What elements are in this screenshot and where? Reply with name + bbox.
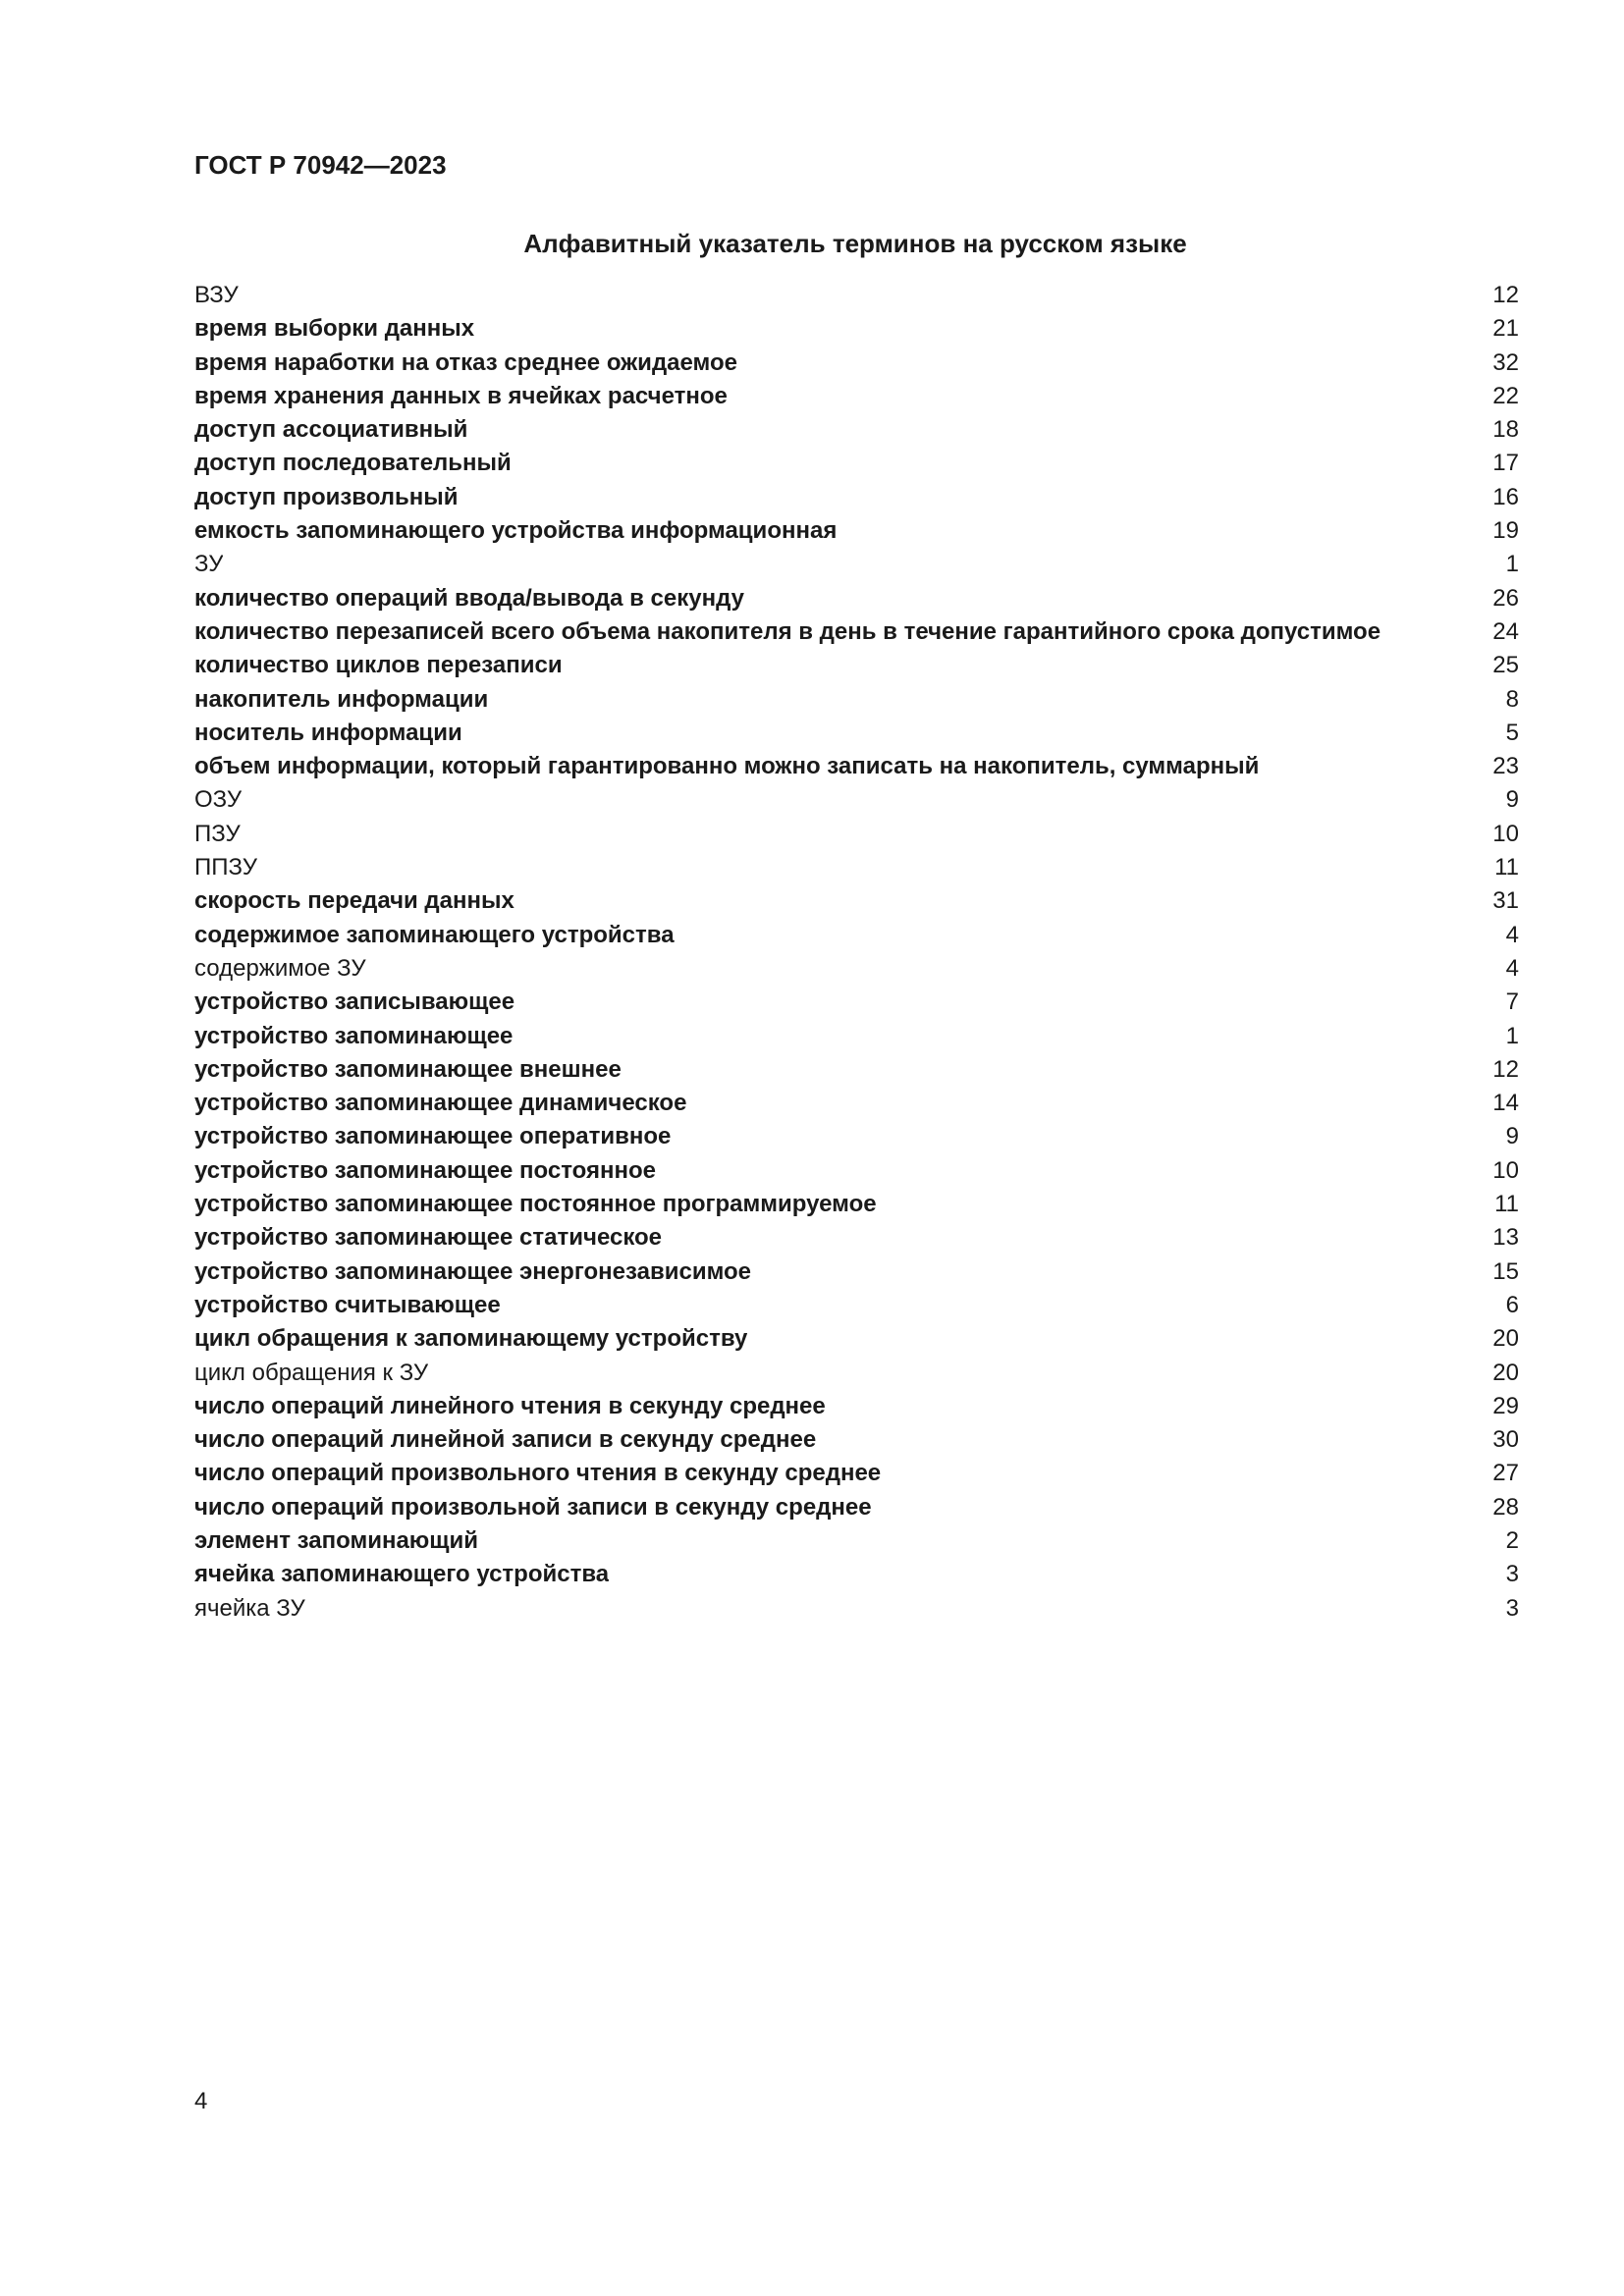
index-term: устройство записывающее — [194, 988, 515, 1016]
index-term: время наработки на отказ среднее ожидаемое — [194, 348, 737, 376]
index-entry — [194, 1322, 1519, 1356]
index-term-number: 5 — [1505, 719, 1519, 746]
index-term: элемент запоминающий — [194, 1526, 479, 1554]
index-term-number: 12 — [1492, 1055, 1519, 1083]
index-term-number: 7 — [1505, 988, 1519, 1016]
index-term-number: 4 — [1505, 954, 1519, 982]
index-term: емкость запоминающего устройства информационная — [194, 517, 838, 545]
index-term-number: 11 — [1494, 1191, 1519, 1218]
index-entry — [194, 1255, 1519, 1289]
index-entry — [194, 1020, 1519, 1053]
index-term: устройство запоминающее динамическое — [194, 1090, 687, 1117]
index-term-number: 31 — [1492, 887, 1519, 915]
index-term: ЗУ — [194, 551, 224, 578]
index-term: устройство считывающее — [194, 1291, 501, 1318]
index-term: устройство запоминающее постоянное — [194, 1156, 657, 1184]
index-entry — [194, 413, 1519, 447]
index-term-number: 29 — [1492, 1392, 1519, 1419]
index-term-number: 12 — [1492, 282, 1519, 308]
index-entry — [194, 1289, 1519, 1322]
index-term-number: 15 — [1492, 1257, 1519, 1285]
index-term-number: 3 — [1505, 1561, 1519, 1588]
index-term: цикл обращения к ЗУ — [194, 1359, 429, 1386]
index-entry — [194, 380, 1519, 413]
index-entry — [194, 1524, 1519, 1558]
index-term: количество циклов перезаписи — [194, 652, 563, 679]
index-term: доступ последовательный — [194, 450, 512, 477]
index-entry — [194, 279, 1519, 312]
index-entry — [194, 312, 1519, 346]
index-term: ППЗУ — [194, 854, 257, 881]
index-entry — [194, 548, 1519, 581]
index-term: доступ произвольный — [194, 483, 459, 510]
index-term: объем информации, который гарантированно можно записать на накопитель, суммарный — [194, 753, 1260, 780]
index-entry — [194, 683, 1519, 717]
index-term: скорость передачи данных — [194, 887, 514, 915]
index-term-number: 17 — [1492, 450, 1519, 477]
index-entry — [194, 1491, 1519, 1524]
index-term: число операций линейного чтения в секунду среднее — [194, 1392, 826, 1419]
index-entry — [194, 347, 1519, 380]
index-entry — [194, 1154, 1519, 1188]
index-term-number: 20 — [1492, 1359, 1519, 1386]
index-term-number: 2 — [1505, 1526, 1519, 1554]
index-term: устройство запоминающее статическое — [194, 1224, 663, 1252]
index-term-number: 22 — [1492, 382, 1519, 409]
index-term: доступ ассоциативный — [194, 416, 468, 444]
index-term: устройство запоминающее энергонезависимое — [194, 1257, 752, 1285]
index-term-number: 26 — [1492, 584, 1519, 612]
index-term: число операций произвольного чтения в секунду среднее — [194, 1460, 882, 1487]
index-term: носитель информации — [194, 719, 462, 746]
index-term: ОЗУ — [194, 786, 243, 814]
index-term-number: 1 — [1505, 1022, 1519, 1049]
index-entry — [194, 1120, 1519, 1153]
document-code: ГОСТ Р 70942—2023 — [194, 150, 447, 180]
index-entry — [194, 1558, 1519, 1591]
index-entry — [194, 818, 1519, 851]
index-term: ВЗУ — [194, 282, 239, 308]
index-term-number: 18 — [1492, 416, 1519, 444]
index-entry — [194, 649, 1519, 682]
index-title: Алфавитный указатель терминов на русском языке — [523, 229, 1187, 258]
index-entry — [194, 582, 1519, 615]
index-term-number: 25 — [1492, 652, 1519, 679]
index-term: содержимое запоминающего устройства — [194, 921, 675, 948]
index-term: количество операций ввода/вывода в секунду — [194, 584, 744, 612]
index-term-number: 6 — [1505, 1291, 1519, 1318]
index-entry — [194, 1592, 1519, 1626]
index-term-number: 1 — [1505, 551, 1519, 578]
index-entry — [194, 851, 1519, 884]
index-term: время выборки данных — [194, 315, 475, 343]
index-term-number: 20 — [1492, 1325, 1519, 1353]
index-term-number: 4 — [1505, 921, 1519, 948]
index-entry — [194, 447, 1519, 480]
index-term-number: 11 — [1494, 854, 1519, 881]
index-term: содержимое ЗУ — [194, 954, 366, 982]
index-term-number: 14 — [1492, 1090, 1519, 1117]
index-term-number: 13 — [1492, 1224, 1519, 1252]
index-entry — [194, 481, 1519, 514]
index-entry — [194, 884, 1519, 918]
index-entry — [194, 717, 1519, 750]
index-entry — [194, 1457, 1519, 1490]
index-entry — [194, 1221, 1519, 1255]
index-term-number: 24 — [1492, 617, 1519, 645]
index-term-number: 32 — [1492, 348, 1519, 376]
index-term-number: 10 — [1492, 820, 1519, 847]
index-term-number: 27 — [1492, 1460, 1519, 1487]
index-term: цикл обращения к запоминающему устройству — [194, 1325, 748, 1353]
index-term-number: 23 — [1492, 753, 1519, 780]
index-term-number: 9 — [1505, 786, 1519, 814]
index-entry — [194, 1390, 1519, 1423]
index-term: устройство запоминающее оперативное — [194, 1123, 672, 1150]
index-entry — [194, 986, 1519, 1019]
index-term: число операций произвольной записи в секунду среднее — [194, 1493, 872, 1521]
index-entry — [194, 1357, 1519, 1390]
index-term-number: 21 — [1492, 315, 1519, 343]
index-entry — [194, 1053, 1519, 1087]
index-term-number: 19 — [1492, 517, 1519, 545]
index-term: накопитель информации — [194, 685, 489, 713]
index-term-number: 30 — [1492, 1426, 1519, 1454]
index-term-number: 28 — [1492, 1493, 1519, 1521]
index-term: ячейка запоминающего устройства — [194, 1561, 610, 1588]
index-entry — [194, 952, 1519, 986]
index-term: устройство запоминающее внешнее — [194, 1055, 622, 1083]
index-term: количество перезаписей всего объема накопителя в день в течение гарантийного срока допустимое — [194, 617, 1381, 645]
index-entry — [194, 783, 1519, 817]
page-number: 4 — [194, 2088, 208, 2114]
index-term: устройство запоминающее — [194, 1022, 514, 1049]
index-term-number: 9 — [1505, 1123, 1519, 1150]
index-term: устройство запоминающее постоянное программируемое — [194, 1191, 877, 1218]
index-entry — [194, 1188, 1519, 1221]
index-entry — [194, 514, 1519, 548]
index-entry — [194, 750, 1519, 783]
index-term-number: 8 — [1505, 685, 1519, 713]
index-term: число операций линейной записи в секунду среднее — [194, 1426, 817, 1454]
index-term-number: 10 — [1492, 1156, 1519, 1184]
index-entry — [194, 919, 1519, 952]
index-term: время хранения данных в ячейках расчетное — [194, 382, 728, 409]
index-term-number: 16 — [1492, 483, 1519, 510]
index-term-number: 3 — [1505, 1594, 1519, 1622]
index-term: ПЗУ — [194, 820, 241, 847]
index-entry — [194, 1423, 1519, 1457]
index-term: ячейка ЗУ — [194, 1594, 305, 1622]
term-index-list — [194, 279, 1519, 1626]
index-entry — [194, 1087, 1519, 1120]
index-entry — [194, 615, 1519, 649]
